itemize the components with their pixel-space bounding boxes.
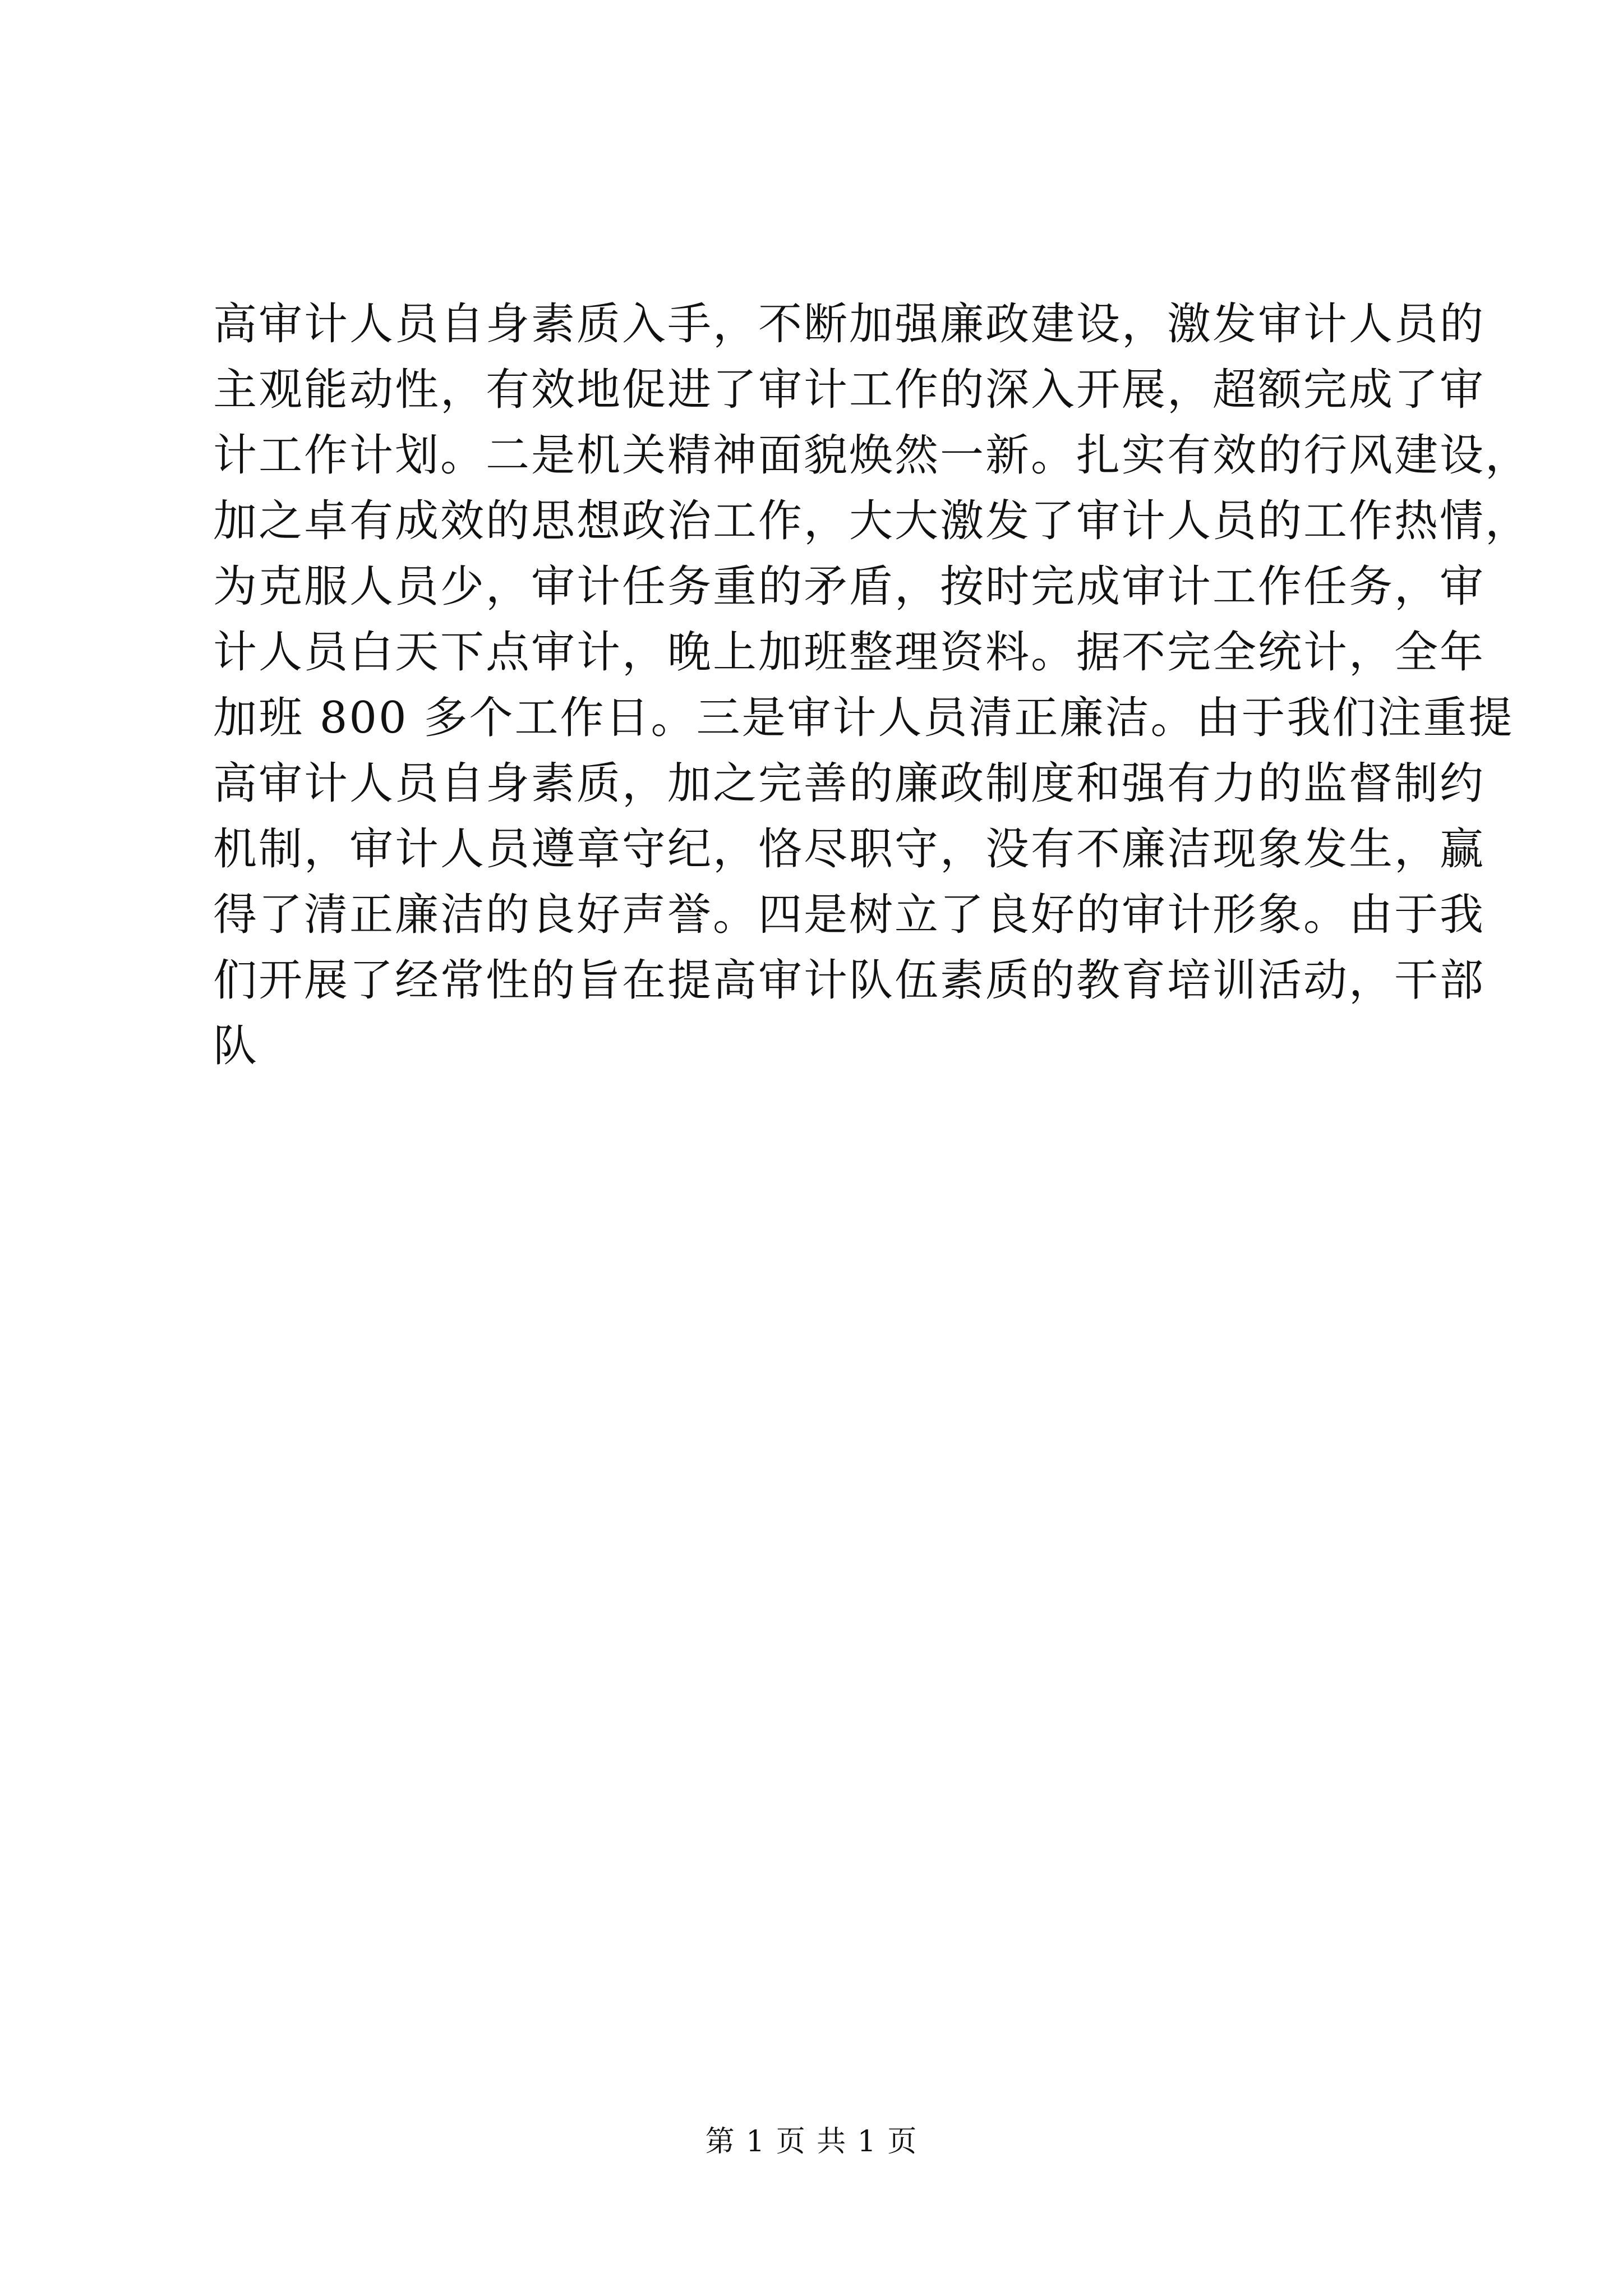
text-line: 加之卓有成效的思想政治工作，大大激发了审计人员的工作热情， [213,496,1531,546]
text-line: 高审计人员自身素质，加之完善的廉政制度和强有力的监督制约 [213,758,1486,809]
text-line: 得了清正廉洁的良好声誉。四是树立了良好的审计形象。由于我 [213,890,1486,940]
text-line: 高审计人员自身素质入手，不断加强廉政建设，激发审计人员的 [213,299,1486,349]
text-line: 主观能动性，有效地促进了审计工作的深入开展，超额完成了审 [213,365,1486,415]
text-line: 们开展了经常性的旨在提高审计队伍素质的教育培训活动，干部 [213,955,1486,1006]
text-line: 计人员白天下点审计，晚上加班整理资料。据不完全统计，全年 [213,627,1486,678]
text-line: 队 [213,1021,259,1071]
text-line: 加班 800 多个工作日。三是审计人员清正廉洁。由于我们注重提 [213,693,1514,743]
text-line: 为克服人员少，审计任务重的矛盾，按时完成审计工作任务，审 [213,562,1486,612]
body-paragraph [213,292,1531,1079]
text-line: 计工作计划。二是机关精神面貌焕然一新。扎实有效的行风建设， [213,430,1531,481]
page-number-footer: 第 1 页 共 1 页 [705,2125,918,2159]
text-line: 机制，审计人员遵章守纪，恪尽职守，没有不廉洁现象发生，赢 [213,824,1486,875]
